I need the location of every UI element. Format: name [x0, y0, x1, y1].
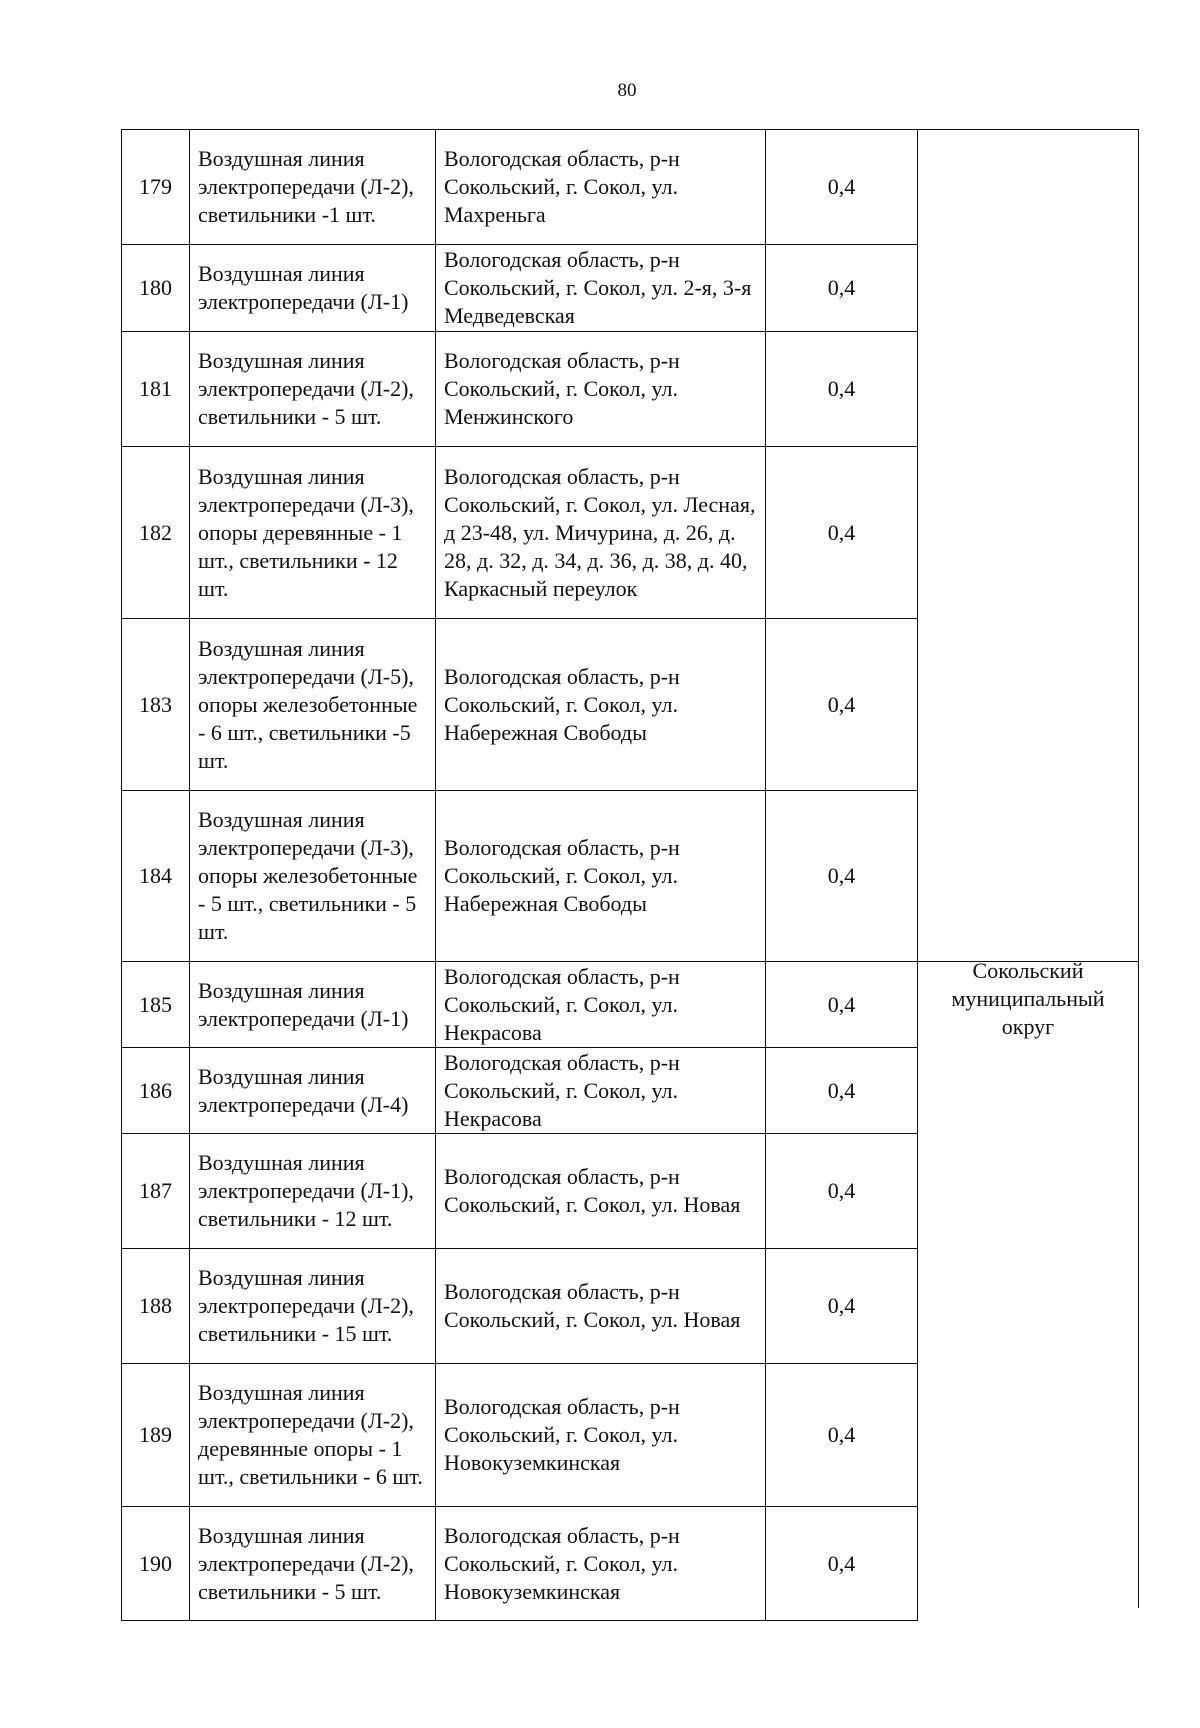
row-number: 179 [122, 130, 190, 245]
row-number: 180 [122, 245, 190, 332]
table-row [122, 447, 918, 619]
table-row [122, 619, 918, 791]
table-row [122, 962, 918, 1048]
object-name: Воздушная линия электропередачи (Л-5), опоры железобетонные - 6 шт., светильники -5 шт. [190, 619, 436, 791]
voltage-value: 0,4 [766, 1249, 918, 1364]
object-name: Воздушная линия электропередачи (Л-2), светильники -1 шт. [190, 130, 436, 245]
table-row [122, 791, 918, 962]
row-number: 182 [122, 447, 190, 619]
table-row [122, 332, 918, 447]
table-row [122, 245, 918, 332]
table-row [122, 1048, 918, 1134]
object-name: Воздушная линия электропередачи (Л-1) [190, 962, 436, 1048]
table-row [122, 1134, 918, 1249]
object-address: Вологодская область, р-н Сокольский, г. Сокол, ул. Новокуземкинская [436, 1507, 766, 1621]
voltage-value: 0,4 [766, 962, 918, 1048]
row-number: 190 [122, 1507, 190, 1621]
object-name: Воздушная линия электропередачи (Л-2), светильники - 5 шт. [190, 1507, 436, 1621]
row-number: 183 [122, 619, 190, 791]
object-name: Воздушная линия электропередачи (Л-3), опоры железобетонные - 5 шт., светильники - 5 шт. [190, 791, 436, 962]
region-cell-upper [917, 129, 1139, 961]
region-label [917, 957, 1139, 1041]
object-address: Вологодская область, р-н Сокольский, г. Сокол, ул. Набережная Свободы [436, 619, 766, 791]
object-address: Вологодская область, р-н Сокольский, г. Сокол, ул. Набережная Свободы [436, 791, 766, 962]
region-column [917, 129, 1139, 1608]
registry-table [121, 129, 918, 1621]
object-address: Вологодская область, р-н Сокольский, г. Сокол, ул. Некрасова [436, 1048, 766, 1134]
object-name: Воздушная линия электропередачи (Л-2), деревянные опоры - 1 шт., светильники - 6 шт. [190, 1364, 436, 1507]
object-name: Воздушная линия электропередачи (Л-1), светильники - 12 шт. [190, 1134, 436, 1249]
table-row [122, 1364, 918, 1507]
region-label-line: округ [1001, 1014, 1055, 1039]
object-address: Вологодская область, р-н Сокольский, г. Сокол, ул. 2-я, 3-я Медведевская [436, 245, 766, 332]
voltage-value: 0,4 [766, 791, 918, 962]
voltage-value: 0,4 [766, 1134, 918, 1249]
object-name: Воздушная линия электропередачи (Л-3), опоры деревянные - 1 шт., светильники - 12 шт. [190, 447, 436, 619]
row-number: 184 [122, 791, 190, 962]
voltage-value: 0,4 [766, 447, 918, 619]
row-number: 188 [122, 1249, 190, 1364]
object-address: Вологодская область, р-н Сокольский, г. Сокол, ул. Новокуземкинская [436, 1364, 766, 1507]
row-number: 185 [122, 962, 190, 1048]
voltage-value: 0,4 [766, 619, 918, 791]
voltage-value: 0,4 [766, 1364, 918, 1507]
voltage-value: 0,4 [766, 130, 918, 245]
object-name: Воздушная линия электропередачи (Л-2), светильники - 5 шт. [190, 332, 436, 447]
voltage-value: 0,4 [766, 332, 918, 447]
voltage-value: 0,4 [766, 1048, 918, 1134]
row-number: 186 [122, 1048, 190, 1134]
page-number: 80 [617, 80, 637, 101]
object-name: Воздушная линия электропередачи (Л-2), светильники - 15 шт. [190, 1249, 436, 1364]
row-number: 187 [122, 1134, 190, 1249]
object-address: Вологодская область, р-н Сокольский, г. Сокол, ул. Махреньга [436, 130, 766, 245]
region-label-line: муниципальный [951, 986, 1105, 1011]
table-row [122, 1507, 918, 1621]
region-cell-lower [917, 961, 1139, 1608]
object-address: Вологодская область, р-н Сокольский, г. Сокол, ул. Менжинского [436, 332, 766, 447]
object-address: Вологодская область, р-н Сокольский, г. Сокол, ул. Лесная, д 23-48, ул. Мичурина, д. 26, д. 28, д. 32, д. 34, д. 36, д. 38, д. 40, Каркасный переулок [436, 447, 766, 619]
object-name: Воздушная линия электропередачи (Л-1) [190, 245, 436, 332]
row-number: 189 [122, 1364, 190, 1507]
object-address: Вологодская область, р-н Сокольский, г. Сокол, ул. Новая [436, 1134, 766, 1249]
object-address: Вологодская область, р-н Сокольский, г. Сокол, ул. Новая [436, 1249, 766, 1364]
row-number: 181 [122, 332, 190, 447]
object-name: Воздушная линия электропередачи (Л-4) [190, 1048, 436, 1134]
voltage-value: 0,4 [766, 1507, 918, 1621]
voltage-value: 0,4 [766, 245, 918, 332]
table-row [122, 130, 918, 245]
table-row [122, 1249, 918, 1364]
region-label-line: Сокольский [972, 958, 1084, 983]
object-address: Вологодская область, р-н Сокольский, г. Сокол, ул. Некрасова [436, 962, 766, 1048]
